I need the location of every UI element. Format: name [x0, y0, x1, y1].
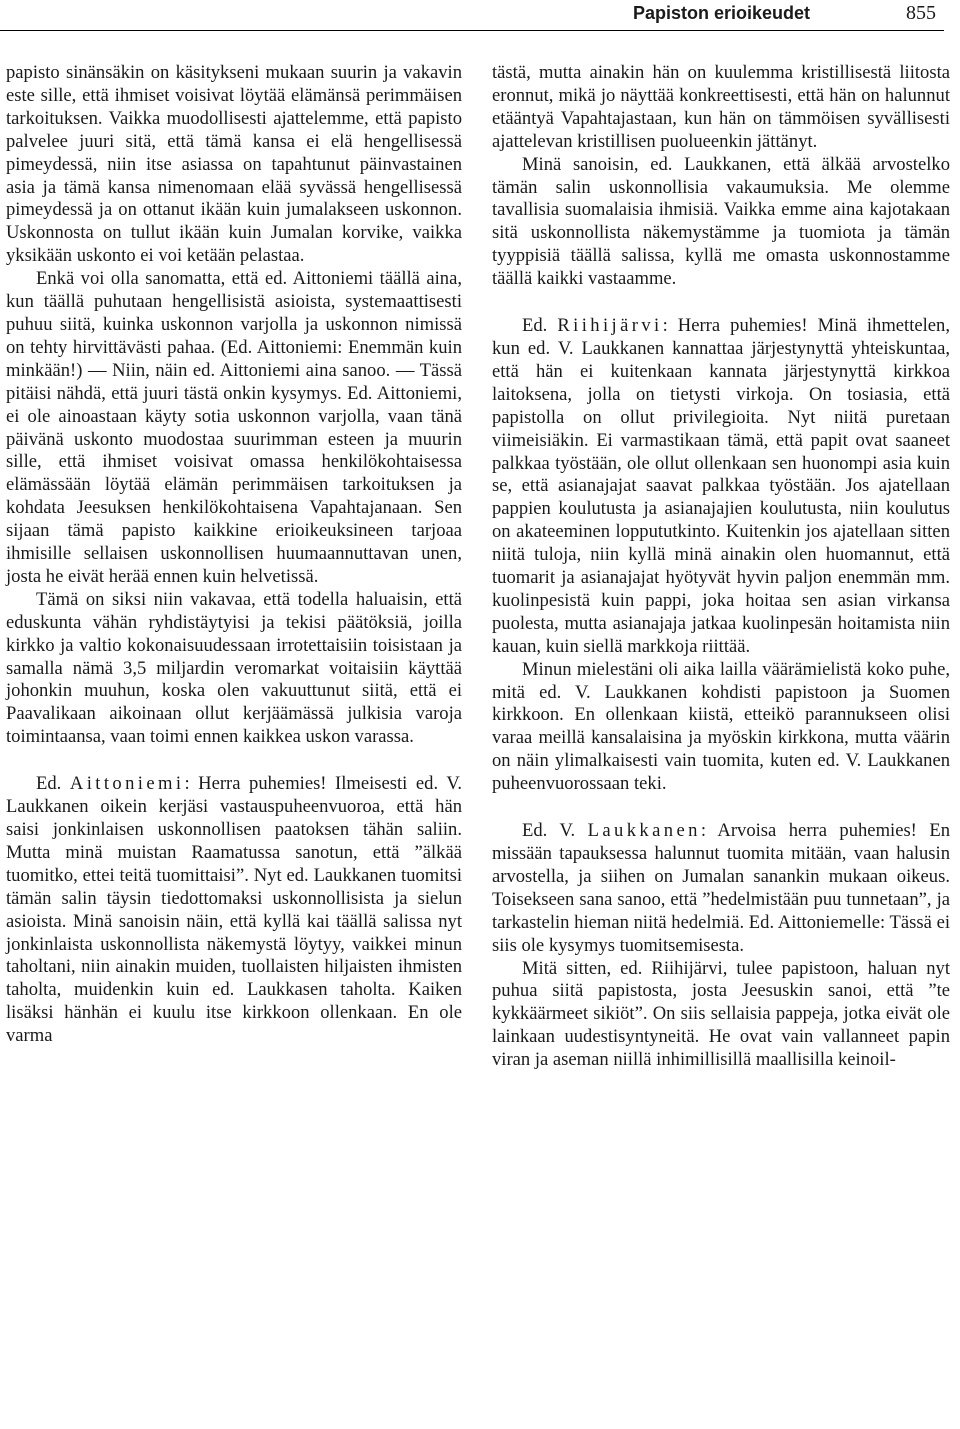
- paragraph: Minun mielestäni oli aika lailla väärämielistä koko puhe, mitä ed. V. Laukkanen kohdisti papistoon ja Suomen kirkkoon. En ollenkaan kiistä, etteikö parannukseen olisi varaa meillä kansalaisina ja myöskin kirkkona, mutta väärin on näin ylimalkaisesti vain tuomita, kuten ed. V. Laukkanen puheenvuorossaan teki.: [492, 658, 950, 795]
- paragraph: papisto sinänsäkin on käsitykseni mukaan suurin ja vakavin este sille, että ihmiset voisivat löytää elämänsä perimmäisen tarkoituksen. Vaikka muodollisesti ajattelemme, että papisto palvelee juuri sitä, että tämä kansa ei elä hengellisessä pimeydessä, niin itse asiassa on tapahtunut päinvastainen asia ja tämä kansa nimenomaan elää syvässä hengellisessä pimeydessä ja on ottanut ikään kuin jumalakseen uskonnon. Uskonnosta on tullut ikään kuin Jumalan korvike, vaikka yksikään uskonto ei voi ketään pelastaa.: [6, 62, 462, 267]
- running-title: Papiston erioikeudet: [632, 3, 810, 23]
- speaker-prefix: Ed. V.: [522, 820, 576, 842]
- speech-text: : Arvoisa herra puhemies! En missään tapauksessa halunnut tuomita mitään, vaan halusin arvostella, ja siihen on Jumalan sanankin mukaan oikeus. Toisekseen sana sanoo, että ”hedelmistään puu tunnetaan”, ja tarkastelin hieman niitä hedelmiä. Ed. Aittoniemelle: Tässä ei siis ole kysymys tuomitsemisesta.: [492, 820, 950, 956]
- speaker-prefix: Ed.: [522, 315, 548, 337]
- speech-text: : Herra puhemies! Ilmeisesti ed. V. Laukkanen oikein kerjäsi vastauspuheenvuoroa, että hän saisi jonkinlaisen uskonnollisen paatoksen tähän saliin. Mutta minä muistan Raamatussa sanotun, että ”älkää tuomitko, ettei teitä tuomittaisi”. Nyt ed. Laukkanen tuomitsi tämän salin täysin tiedottomaksi uskonnollisista ja sielun asioista. Minä sanoisin näin, että kyllä kai täällä salissa nyt jonkinlaista uskonnollista näkemystä löytyy, vaikkei minun taholtani, niin ainakin muiden, tuollaisten hiljaisten ihmisten taholta, muidenkin kuin ed. Laukkasen taholta. Kaiken lisäksi hänhän ei kuulu itse kirkkoon ollenkaan. En ole varma: [6, 773, 462, 1047]
- speaker-name: Riihijärvi: [557, 315, 663, 337]
- speech-paragraph: [492, 315, 950, 659]
- speaker-name: Aittoniemi: [69, 773, 185, 795]
- header-rule: [0, 30, 944, 31]
- speech-paragraph: [492, 820, 950, 957]
- paragraph: Mitä sitten, ed. Riihijärvi, tulee papistoon, haluan nyt puhua siitä papistosta, josta Jeesuskin sanoi, että ”te kykkäärmeet sikiöt”. On siis sellaisia pappeja, jotka eivät ole lainkaan uudestisyntyneitä. He ovat vain vallanneet papin viran ja aseman niillä inhimillisillä maallisilla keinoil-: [492, 957, 950, 1071]
- page-header: [0, 0, 960, 30]
- speaker-name: Laukkanen: [587, 820, 701, 842]
- speech-paragraph: [6, 773, 462, 1048]
- paragraph: Tämä on siksi niin vakavaa, että todella haluaisin, että eduskunta vähän ryhdistäytyisi ja tekisi päätöksiä, joilla kirkko ja valtio kokonaisuudessaan irrotettaisiin toisistaan ja samalla nämä 3,5 miljardin veromarkat voitaisiin käyttää johonkin muuhun, koska olen vakuuttunut siitä, että ei Paavalikaan aikoinaan ollut kerjäämässä julkisia varoja toimintaansa, vaan toimi ennen kaikkea uskon varassa.: [6, 588, 462, 748]
- paragraph: tästä, mutta ainakin hän on kuulemma kristillisestä liitosta eronnut, mikä jo näyttää konkreettisesti, että hän on halunnut etääntyä Vapahtajastaan, kun hän on tämmöisen syvällisesti ajattelevan kristillisen puolueenkin jättänyt.: [492, 62, 950, 152]
- paragraph: Enkä voi olla sanomatta, että ed. Aittoniemi täällä aina, kun täällä puhutaan hengellisistä asioista, systemaattisesti puhuu siitä, kuinka uskonnon varjolla ja uskonnon nimissä on tehty hirvittävästi pahaa. (Ed. Aittoniemi: Enemmän kuin minkään!) — Niin, näin ed. Aittoniemi aina sanoo. — Tässä pitäisi nähdä, että juuri tästä onkin kysymys. Ed. Aittoniemi, ei ole ainoastaan käyty sotia uskonnon varjolla, vaan tänä päivänä uskonto muodostaa suurimman esteen ja muurin sille, että ihmiset voisivat omassa henkilökohtaisessa elämässään löytää elämän perimmäisen tarkoituksen ja kohdata Jeesuksen henkilökohtaisena Vapahtajanaan. Sen sijaan tämä papisto kaikkine erioikeuksineen tarjoaa ihmisille sellaisen uskonnollisen huumaannuttavan unen, josta he eivät herää ennen kuin helvetissä.: [6, 268, 462, 587]
- left-column: [6, 62, 462, 1048]
- paragraph: Minä sanoisin, ed. Laukkanen, että älkää arvostelko tämän salin uskonnollisia vakaumuksia. Me olemme tavallisia suomalaisia ihmisiä. Vaikka emme aina kajotakaan sitä uskonnollista näkemystämme ja tuomiota ja tämän tyyppisiä täällä salissa, kyllä me omasta uskonnostamme täällä kaikki vastaamme.: [492, 153, 950, 290]
- right-column: [492, 62, 950, 1072]
- speech-text: : Herra puhemies! Minä ihmettelen, kun ed. V. Laukkanen kannattaa järjestynyttä yhteiskuntaa, että hän ei kuitenkaan kannata järjestynyttä kirkkoa laitoksena, jolla on tietysti virkoja. On tosiasia, että papistolla on ollut privilegioita. Nyt niitä puretaan viimeisiäkin. Ei varmastikaan tämä, että papit ovat saaneet palkkaa työstään, ole ollut ollenkaan sen huonompi asia kuin se, että asianajajat saavat palkkaa työstään. Jos ajatellaan pappien koulutusta ja asianajajien koulutusta, niin koulutus on akateeminen loppututkinto. Kuitenkin jos ajatellaan sitten niitä tuloja, niin kyllä minä ainakin olen huomannut, että tuomarit ja asianajajat hyötyvät hyvin paljon enemmän mm. kuolinpesistä kuin pappi, joka hoitaa sen asian virkansa puolesta, mutta asianajaja jatkaa kuolinpesän hoitamista niin kauan, kuin siellä markkoja riittää.: [492, 315, 951, 657]
- page-number: 855: [906, 2, 936, 24]
- speaker-prefix: Ed.: [36, 773, 62, 795]
